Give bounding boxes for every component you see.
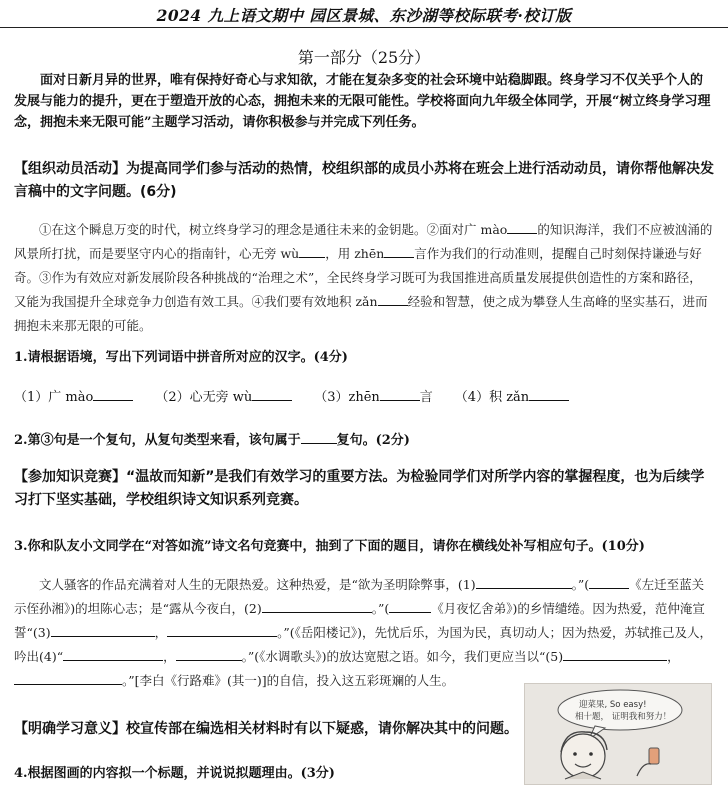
- exam-header: 2024 九上语文期中 园区景城、东沙湖等校际联考·校订版: [156, 6, 572, 25]
- bubble-text-2: 相十题， 证明我和努力！: [575, 712, 672, 722]
- fill-blank-2[interactable]: [262, 599, 372, 613]
- answer-blank-sentence-type[interactable]: [301, 430, 337, 444]
- section-heading-mobilize: 【组织动员活动】为提高同学们参与活动的热情，校组织部的成员小苏将在班会上进行活动动员，请你帮他解决发言稿中的文字问题。(6分): [14, 161, 714, 200]
- speech-text-1: ①在这个瞬息万变的时代，树立终身学习的理念是通往未来的金钥匙。②面对广 mào: [39, 222, 508, 237]
- blank-zhen[interactable]: [384, 244, 414, 258]
- cartoon-image: [524, 683, 712, 785]
- blank-zan[interactable]: [378, 292, 408, 306]
- intro-paragraph: 面对日新月异的世界，唯有保持好奇心与求知欲，才能在复杂多变的社会环境中站稳脚跟。终身学习不仅关乎个人的发展与能力的提升，更在于塑造开放的心态，拥抱未来的无限可能性。学校将面向九年级全体同学，开展“树立终身学习理念，拥抱未来无限可能”主题学习活动，请你积极参与并完成下列任务。: [14, 73, 711, 130]
- fill-author-1[interactable]: [589, 575, 629, 589]
- blank-mao[interactable]: [507, 220, 537, 234]
- answer-blank-1[interactable]: [93, 387, 133, 401]
- poem-fill-paragraph: 文人骚客的作品充满着对人生的无限热爱。这种热爱，是“欲为圣明除弊事，(1) 。”( 《左迁至蓝关示侄孙湘》)的坦陈心志；是“露从今夜白，(2) 。”( 《月夜忆舍弟》)的乡情缱绻。因为热爱，范仲淹宣誓“(3) ， 。”(《岳阳楼记》)，先忧后乐，为国为民，真切动人；因为热爱，苏轼推己及人，吟出(4)“ ， 。”(《水调歌头》)的放达宽慰之语。如今，我们更应当以“(5) ，。”[李白《行路难》(其一)]的自信，投入这五彩斑斓的人生。: [14, 577, 713, 688]
- speech-text-4: 言作为我们的行动准则，提醒自己时刻保持谦逊与好奇。③作为有效应对新发展阶段各种挑战的“治理之术”，全民终身学习既可为我国推进高质量发展提供创造性的方案和路径，又能为我国提升全球竞争力创造有效工具。④我们要有效地积 zǎn: [14, 246, 702, 309]
- section-heading-contest: 【参加知识竞赛】“温故而知新”是我们有效学习的重要方法。为检验同学们对所学内容的掌握程度，也为后续学习打下坚实基础，学校组织诗文知识系列竞赛。: [14, 469, 705, 508]
- q1-option-2: （2）心无旁 wù: [155, 386, 292, 405]
- speech-paragraph: [14, 218, 714, 338]
- fill-blank-3b[interactable]: [167, 623, 277, 637]
- fill-blank-5b[interactable]: [14, 671, 122, 685]
- fill-author-2[interactable]: [389, 599, 431, 613]
- q1-option-4: （4）积 zǎn: [455, 386, 569, 405]
- answer-blank-2[interactable]: [252, 387, 292, 401]
- blank-wu[interactable]: [299, 244, 325, 258]
- cartoon-drawing: [525, 684, 711, 784]
- fill-blank-1[interactable]: [476, 575, 572, 589]
- part-title: 第一部分（25分）: [297, 48, 431, 67]
- fill-blank-4b[interactable]: [176, 647, 242, 661]
- speech-text-3: ，用 zhēn: [325, 246, 385, 261]
- question-3: 3.你和队友小文同学在“对答如流”诗文名句竞赛中，抽到了下面的题目，请你在横线处补写相应句子。(10分): [14, 539, 645, 554]
- answer-blank-3[interactable]: [380, 387, 420, 401]
- question-2: 2.第③句是一个复句，从复句类型来看，该句属于 复句。(2分): [14, 429, 714, 448]
- speech-text-5: 经验和智慧，使之成为攀登人生高峰的坚实基石，进而拥抱未来那无限的可能。: [14, 294, 708, 333]
- fill-blank-3a[interactable]: [51, 623, 155, 637]
- q1-option-3: （3）zhēn 言: [314, 386, 433, 405]
- fill-blank-4a[interactable]: [63, 647, 163, 661]
- question-4: 4.根据图画的内容拟一个标题，并说说拟题理由。(3分): [14, 766, 335, 781]
- q1-option-1: （1）广 mào: [14, 386, 133, 405]
- speech-text-2: 的知识海洋，我们不应被汹涌的风景所打扰，而是要坚守内心的指南针，心无旁 wù: [14, 222, 713, 261]
- bubble-text-1: 迎菜果, So easy!: [579, 700, 647, 710]
- answer-blank-4[interactable]: [529, 387, 569, 401]
- q1-options: [14, 386, 714, 405]
- header-divider: [0, 27, 728, 28]
- question-1: 1.请根据语境，写出下列词语中拼音所对应的汉字。(4分): [14, 350, 348, 365]
- fill-blank-5a[interactable]: [563, 647, 667, 661]
- section-heading-meaning: 【明确学习意义】校宣传部在编选相关材料时有以下疑惑，请你解决其中的问题。: [14, 721, 518, 737]
